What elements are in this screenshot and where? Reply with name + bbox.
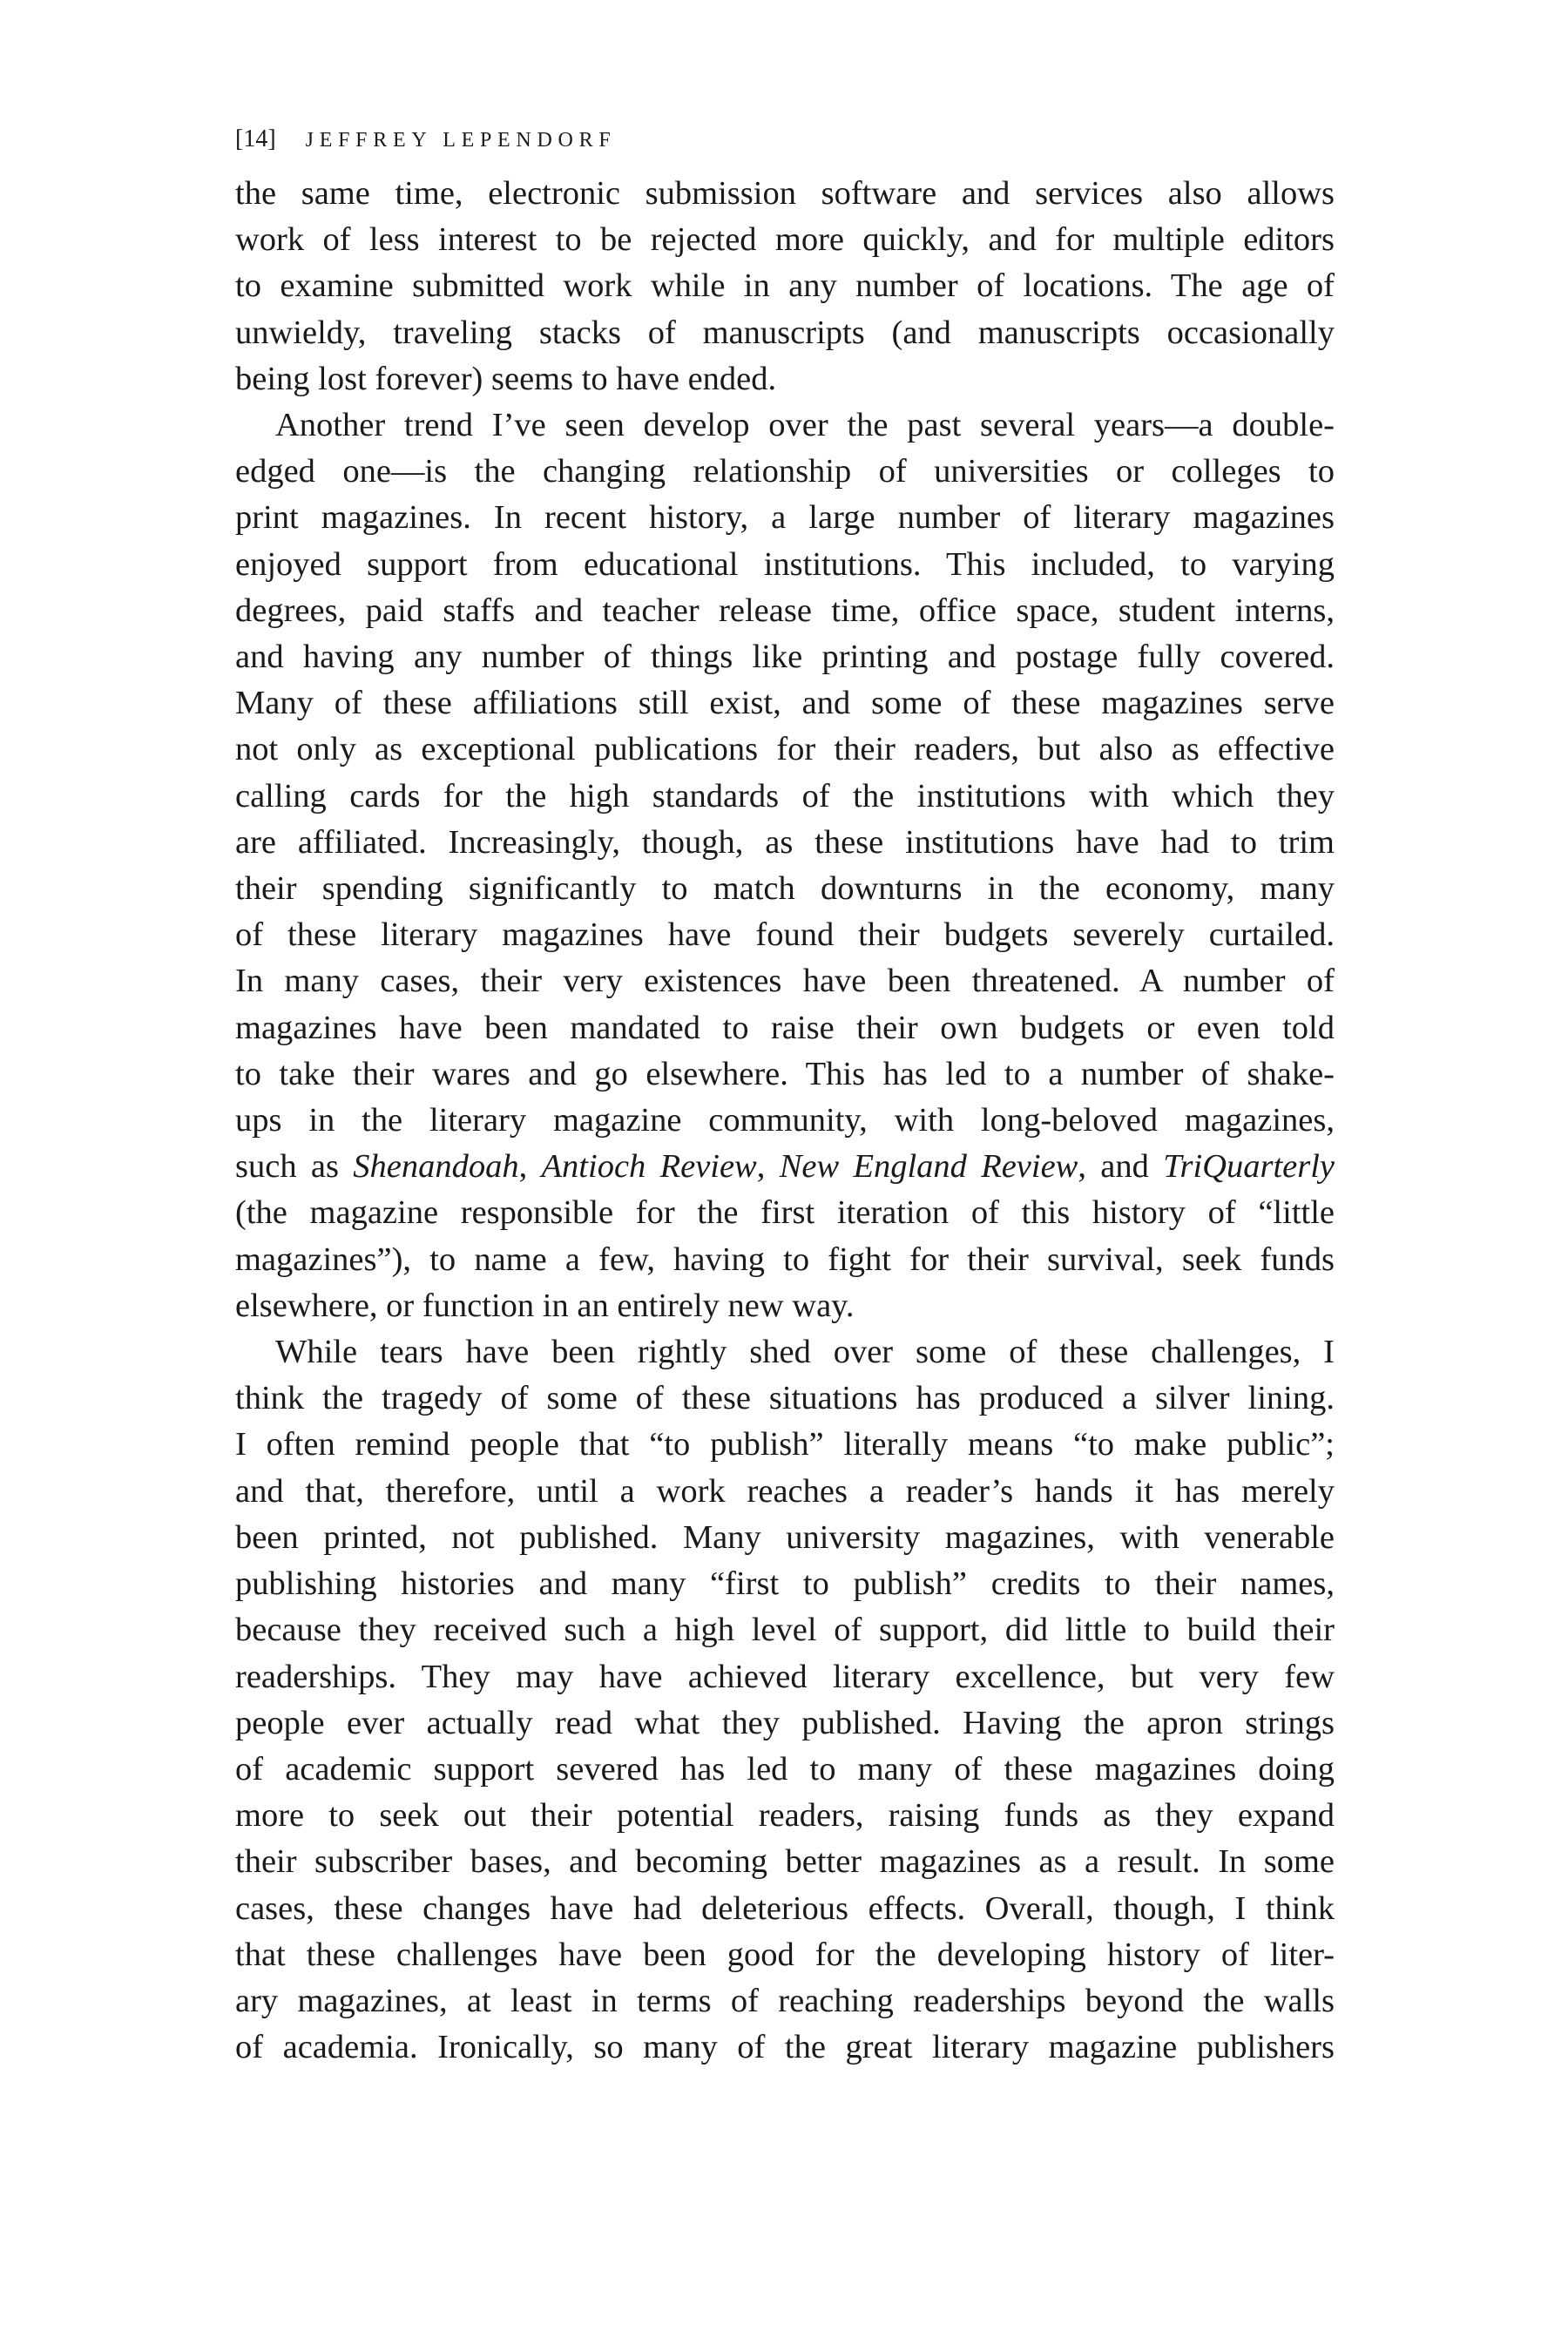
text-line: think the tragedy of some of these situations has produced a silver lining. xyxy=(235,1380,1335,1417)
text-line: degrees, paid staffs and teacher release time, office space, student interns, xyxy=(235,591,1335,629)
text-line: of academic support severed has led to many of these magazines doing xyxy=(235,1750,1335,1788)
text-line: magazines”), to name a few, having to fight for their survival, seek funds xyxy=(235,1240,1335,1278)
text-line: the same time, electronic submission software and services also allows xyxy=(235,175,1335,212)
text-line: that these challenges have been good for the developing history of liter- xyxy=(235,1936,1335,1973)
text-line: edged one—is the changing relationship of universities or colleges to xyxy=(235,453,1335,490)
text-run: , xyxy=(756,1148,780,1186)
text-line: to take their wares and go elsewhere. This has led to a number of shake- xyxy=(235,1055,1335,1092)
text-line: ary magazines, at least in terms of reaching readerships beyond the walls xyxy=(235,1982,1335,2019)
text-line: being lost forever) seems to have ended. xyxy=(235,360,777,397)
text-run: such as xyxy=(235,1148,354,1186)
text-run: , xyxy=(518,1148,542,1186)
text-line: readerships. They may have achieved literary excellence, but very few xyxy=(235,1658,1335,1695)
page-number: [14] xyxy=(235,125,276,152)
running-head-author: JEFFREY LEPENDORF xyxy=(305,129,617,152)
text-line xyxy=(235,1144,1335,1190)
text-line: I often remind people that “to publish” literally means “to make public”; xyxy=(235,1426,1335,1463)
text-line: and having any number of things like printing and postage fully covered. xyxy=(235,639,1335,676)
text-line: publishing histories and many “first to publish” credits to their names, xyxy=(235,1565,1335,1603)
text-line: calling cards for the high standards of the institutions with which they xyxy=(235,777,1335,814)
running-head xyxy=(235,122,1335,157)
text-line: more to seek out their potential readers, raising funds as they expand xyxy=(235,1797,1335,1835)
text-line: (the magazine responsible for the first iteration of this history of “little xyxy=(235,1194,1335,1232)
text-line: and that, therefore, until a work reaches a reader’s hands it has merely xyxy=(235,1472,1335,1510)
paragraph xyxy=(235,1329,1335,2071)
text-line: In many cases, their very existences have been threatened. A number of xyxy=(235,963,1335,1000)
text-line: not only as exceptional publications for their readers, but also as effective xyxy=(235,731,1335,768)
text-line: work of less interest to be rejected more quickly, and for multiple editors xyxy=(235,221,1335,259)
text-line: of academia. Ironically, so many of the great literary magazine publishers xyxy=(235,2029,1335,2066)
paragraph xyxy=(235,171,1335,402)
book-page xyxy=(235,122,1335,2071)
text-line: been printed, not published. Many university magazines, with venerable xyxy=(235,1518,1335,1556)
magazine-title: Antioch Review xyxy=(541,1148,757,1186)
text-line: are affiliated. Increasingly, though, as these institutions have had to trim xyxy=(235,823,1335,861)
text-line: elsewhere, or function in an entirely new way. xyxy=(235,1287,855,1324)
text-line: Another trend I’ve seen develop over the past several years—a double- xyxy=(275,407,1335,444)
text-line: enjoyed support from educational institutions. This included, to varying xyxy=(235,545,1335,583)
paragraph xyxy=(235,402,1335,1329)
text-line: Many of these affiliations still exist, and some of these magazines serve xyxy=(235,685,1335,722)
text-line: their subscriber bases, and becoming better magazines as a result. In some xyxy=(235,1843,1335,1881)
text-run: , and xyxy=(1078,1148,1164,1186)
text-line: unwieldy, traveling stacks of manuscripts (and manuscripts occasionally xyxy=(235,314,1335,351)
text-line: magazines have been mandated to raise their own budgets or even told xyxy=(235,1009,1335,1046)
text-line: cases, these changes have had deleterious effects. Overall, though, I think xyxy=(235,1889,1335,1927)
body-text xyxy=(235,171,1335,2071)
text-line: because they received such a high level of support, did little to build their xyxy=(235,1612,1335,1649)
text-line: ups in the literary magazine community, with long-beloved magazines, xyxy=(235,1102,1335,1139)
text-line: While tears have been rightly shed over some of these challenges, I xyxy=(275,1334,1335,1371)
text-line: to examine submitted work while in any number of locations. The age of xyxy=(235,267,1335,305)
text-line: their spending significantly to match downturns in the economy, many xyxy=(235,870,1335,908)
magazine-title: TriQuarterly xyxy=(1163,1148,1335,1186)
text-line: of these literary magazines have found their budgets severely curtailed. xyxy=(235,916,1335,954)
text-line: people ever actually read what they published. Having the apron strings xyxy=(235,1704,1335,1741)
magazine-title: New England Review xyxy=(779,1148,1078,1186)
text-line: print magazines. In recent history, a large number of literary magazines xyxy=(235,499,1335,537)
magazine-title: Shenandoah xyxy=(353,1148,519,1186)
